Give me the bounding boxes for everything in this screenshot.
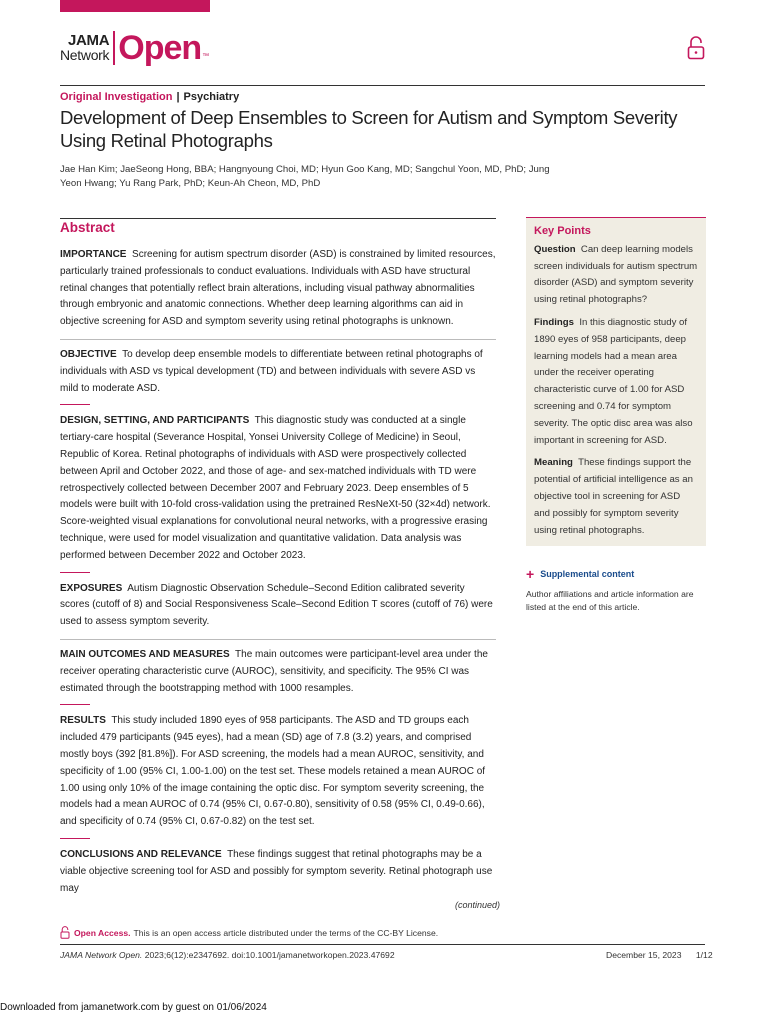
key-points-box xyxy=(526,218,706,546)
section-text: Autism Diagnostic Observation Schedule–Second Edition calibrated severity scores (cutoff of 8) and Social Responsiveness Scale–Second Edition T scores (cutoff of 76) were used to assess symptom severity. xyxy=(60,582,493,628)
abstract-rule xyxy=(60,218,496,219)
footer-meta xyxy=(606,950,713,960)
abstract-results xyxy=(60,713,496,831)
citation xyxy=(60,950,395,960)
kp-text: In this diagnostic study of 1890 eyes of 958 participants, deep learning models had a mean area under the receiver operating characteristic curve of 1.00 for ASD screening and 0.74 for symptom severity. The optic disc area was also important in screening for ASD. xyxy=(534,316,693,446)
logo-text-left xyxy=(60,34,109,62)
supplemental-label: Supplemental content xyxy=(540,569,635,579)
logo-network: Network xyxy=(60,47,110,63)
section-label: CONCLUSIONS AND RELEVANCE xyxy=(60,848,222,860)
key-points-heading: Key Points xyxy=(534,225,591,237)
plus-icon: + xyxy=(526,566,535,582)
article-category xyxy=(60,91,239,103)
section-text: This diagnostic study was conducted at a single tertiary-care hospital (Severance Hospital, Yonsei University College of Medicine) in Seoul, Republic of Korea. Retinal photographs of individuals with ASD were prospectively collected between April and October 2022, and those of age- and sex-matched individuals with TD were retrospectively collected between December 2007 and February 2023. Deep ensembles of 5 models were built with 10-fold cross-validation using the pretrained ResNeXt-50 (32×4d) network. Score-weighted visual explanations for convolutional neural networks, with a progressive erasing technique, were used for model visualization and quantitative validation. Data analysis was performed between December 2022 and October 2023. xyxy=(60,415,491,561)
key-points-meaning xyxy=(534,455,698,539)
logo-open: Open xyxy=(118,29,202,67)
citation-details: 2023;6(12):e2347692. doi:10.1001/jamanetworkopen.2023.47692 xyxy=(144,950,395,960)
key-points-findings xyxy=(534,315,698,449)
section-text: The main outcomes were participant-level area under the receiver operating characteristic curve (AUROC), sensitivity, and specificity. The 95% CI was estimated through the bootstrapping method with 1000 resamples. xyxy=(60,648,488,694)
abstract-exposures xyxy=(60,581,496,631)
section-label: DESIGN, SETTING, AND PARTICIPANTS xyxy=(60,415,250,427)
journal-logo[interactable] xyxy=(60,30,209,66)
abstract-heading: Abstract xyxy=(60,220,115,235)
section-label: MAIN OUTCOMES AND MEASURES xyxy=(60,648,230,660)
supplemental-content-link[interactable] xyxy=(526,566,634,582)
section-text: To develop deep ensemble models to differentiate between retinal photographs of individuals with ASD vs typical development (TD) and between individuals with severe ASD vs mild to moderate ASD. xyxy=(60,348,483,394)
footer-rule xyxy=(60,944,705,945)
section-label: IMPORTANCE xyxy=(60,249,127,260)
section-text: This study included 1890 eyes of 958 participants. The ASD and TD groups each included 479 participants (945 eyes), had a mean (SD) age of 7.8 (3.2) years, and comprised mostly boys (392 [81.8%]). For ASD screening, the models had a mean AUROC, sensitivity, and specificity of 1.00 (95% CI, 1.00-1.00) on the test set. These models retained a mean AUROC of 1.00 using only 10% of the image containing the optic disc. For symptom severity screening, the models had a mean AUROC of 0.74 (95% CI, 0.67-0.80), sensitivity of 0.58 (95% CI, 0.49-0.66), and specificity of 0.74 (95% CI, 0.67-0.82) on the test set. xyxy=(60,715,486,828)
abstract-design xyxy=(60,413,496,564)
abstract-conclusions xyxy=(60,847,496,897)
logo-divider xyxy=(113,31,115,65)
abstract-importance xyxy=(60,247,496,331)
abstract-objective xyxy=(60,347,496,397)
kp-label: Findings xyxy=(534,316,574,328)
section-text: Screening for autism spectrum disorder (ASD) is constrained by limited resources, particularly trained professionals to conduct evaluations. Individuals with ASD have structural retinal changes that potentially reflect brain alterations, including visual pathway abnormalities through embryonic and anatomic connections. Whether deep learning algorithms can aid in objective screening for ASD and symptom severity using retinal photographs is unknown. xyxy=(60,249,496,328)
open-access-label[interactable]: Open Access. xyxy=(74,927,131,938)
section-divider xyxy=(60,639,496,640)
download-note: Downloaded from jamanetwork.com by guest on 01/06/2024 xyxy=(0,1002,267,1013)
page-number: 1/12 xyxy=(695,950,713,960)
citation-journal: JAMA Network Open. xyxy=(60,950,143,960)
section-divider xyxy=(60,404,90,405)
section-text: These findings suggest that retinal photographs may be a viable objective screening tool for ASD and possibly for symptom severity. Retinal photograph use may xyxy=(60,848,493,894)
category-separator: | xyxy=(176,91,180,103)
article-title: Development of Deep Ensembles to Screen for Autism and Symptom Severity Using Retinal Photographs xyxy=(60,107,678,151)
section-divider xyxy=(60,572,90,573)
affiliations-note: Author affiliations and article information are listed at the end of this article. xyxy=(526,589,694,612)
open-access-text: This is an open access article distributed under the terms of the CC-BY License. xyxy=(133,927,439,938)
section-divider xyxy=(60,704,90,705)
section-label: RESULTS xyxy=(60,715,106,727)
header-rule xyxy=(60,85,705,86)
author-list: Jae Han Kim; JaeSeong Hong, BBA; Hangnyoung Choi, MD; Hyun Goo Kang, MD; Sangchul Yoon, MD, PhD; Jung Yeon Hwang; Yu Rang Park, PhD; Keun-Ah Cheon, MD, PhD xyxy=(60,164,550,189)
continued-note: (continued) xyxy=(455,900,501,910)
logo-jama: JAMA xyxy=(67,32,110,49)
kp-label: Meaning xyxy=(534,457,573,469)
section-label: OBJECTIVE xyxy=(60,348,117,360)
section-label: EXPOSURES xyxy=(60,582,123,594)
section-divider xyxy=(60,339,496,340)
open-lock-icon xyxy=(60,926,70,939)
article-specialty[interactable]: Psychiatry xyxy=(183,91,240,103)
logo-trademark: ™ xyxy=(202,53,210,60)
open-lock-icon xyxy=(687,36,705,60)
kp-text: Can deep learning models screen individuals for autism spectrum disorder (ASD) and symptom severity using retinal photographs? xyxy=(534,243,698,306)
brand-top-bar xyxy=(60,0,210,12)
kp-text: These findings support the potential of artificial intelligence as an objective tool in screening for ASD and possibly for symptom severity using retinal photographs. xyxy=(534,457,693,536)
open-access-note xyxy=(60,926,438,939)
abstract-body xyxy=(60,247,496,897)
key-points-question xyxy=(534,242,698,309)
kp-label: Question xyxy=(534,243,576,255)
section-divider xyxy=(60,838,90,839)
abstract-outcomes xyxy=(60,647,496,697)
article-type[interactable]: Original Investigation xyxy=(60,91,173,103)
publication-date: December 15, 2023 xyxy=(606,950,682,960)
